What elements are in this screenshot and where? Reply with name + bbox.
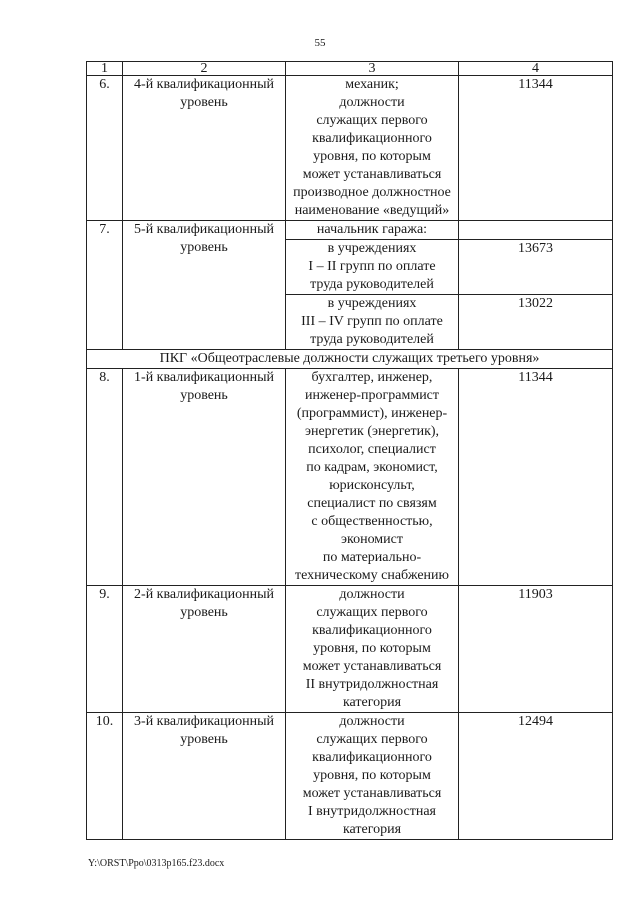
row-number: 8.	[87, 369, 123, 586]
footer-file-path: Y:\ORST\Ppo\0313p165.f23.docx	[88, 858, 225, 869]
qualification-level: 4-й квалификационный уровень	[123, 76, 286, 221]
header-cell-1: 1	[87, 62, 123, 76]
qualification-level: 2-й квалификационный уровень	[123, 586, 286, 713]
position-description: должности служащих первого квалификационного уровня, по которым может устанавливаться II внутридолжностная категория	[286, 586, 459, 713]
salary-value: 11903	[459, 586, 613, 713]
table-row	[87, 713, 613, 840]
row-number: 9.	[87, 586, 123, 713]
qualification-level: 3-й квалификационный уровень	[123, 713, 286, 840]
table-row	[87, 586, 613, 713]
position-description: в учреждениях I – II групп по оплате труда руководителей	[286, 240, 459, 295]
table-row	[87, 221, 613, 240]
position-description: механик; должности служащих первого квалификационного уровня, по которым может устанавливаться производное должностное наименование «ведущий»	[286, 76, 459, 221]
table-row	[87, 76, 613, 221]
salary-table	[86, 61, 613, 840]
salary-value: 13022	[459, 295, 613, 350]
section-row	[87, 350, 613, 369]
table-row	[87, 369, 613, 586]
page-number: 55	[314, 37, 326, 49]
qualification-level: 5-й квалификационный уровень	[123, 221, 286, 350]
salary-value: 13673	[459, 240, 613, 295]
header-cell-4: 4	[459, 62, 613, 76]
row-number: 6.	[87, 76, 123, 221]
header-cell-2: 2	[123, 62, 286, 76]
row-number: 10.	[87, 713, 123, 840]
header-cell-3: 3	[286, 62, 459, 76]
position-description: бухгалтер, инженер, инженер-программист (программист), инженер- энергетик (энергетик), психолог, специалист по кадрам, экономист, юрисконсульт, специалист по связям с общественностью, экономист по материально- техническому снабжению	[286, 369, 459, 586]
table-header-row	[87, 62, 613, 76]
salary-value-empty	[459, 221, 613, 240]
position-description: начальник гаража:	[286, 221, 459, 240]
section-title: ПКГ «Общеотраслевые должности служащих третьего уровня»	[87, 350, 613, 369]
qualification-level: 1-й квалификационный уровень	[123, 369, 286, 586]
position-description: должности служащих первого квалификационного уровня, по которым может устанавливаться I внутридолжностная категория	[286, 713, 459, 840]
row-number: 7.	[87, 221, 123, 350]
salary-value: 11344	[459, 369, 613, 586]
salary-value: 12494	[459, 713, 613, 840]
salary-value: 11344	[459, 76, 613, 221]
position-description: в учреждениях III – IV групп по оплате труда руководителей	[286, 295, 459, 350]
